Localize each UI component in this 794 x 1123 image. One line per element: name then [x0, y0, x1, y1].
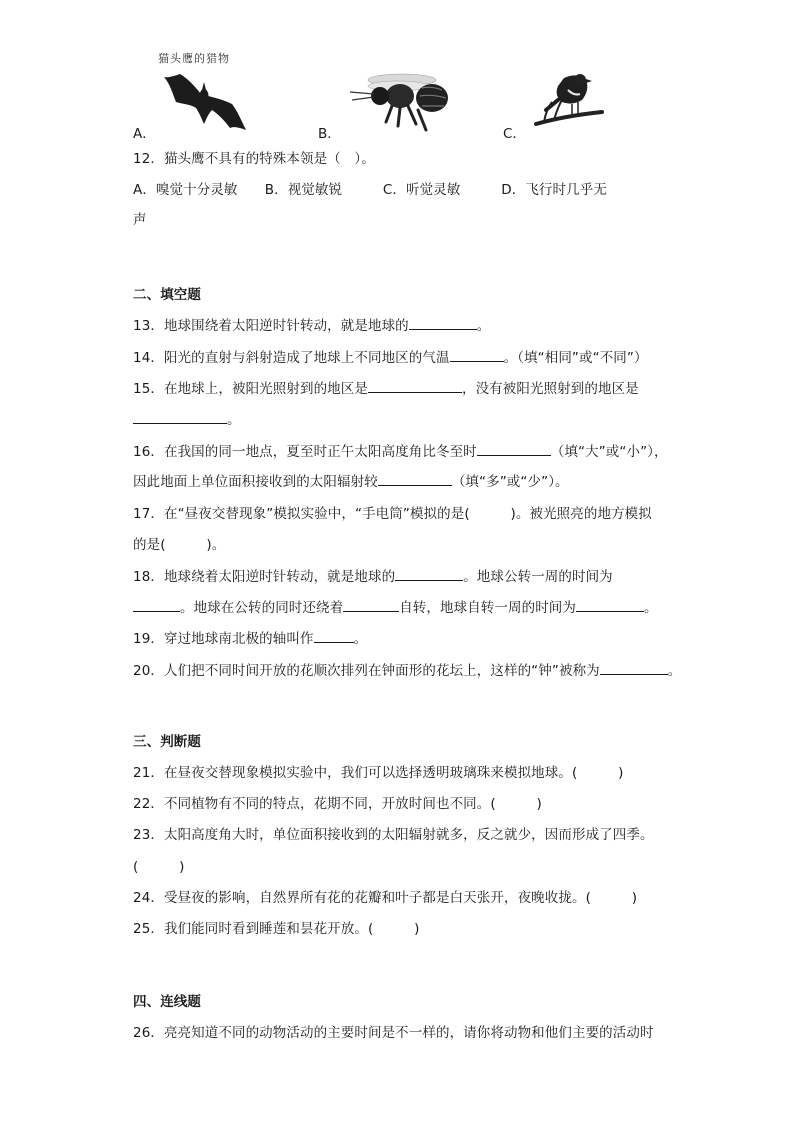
q23: 23．太阳高度角大时，单位面积接收到的太阳辐射就多，反之就少，因而形成了四季。: [133, 827, 654, 843]
q18: [133, 566, 613, 587]
q26: 26．亮亮知道不同的动物活动的主要时间是不一样的，请你将动物和他们主要的活动时: [133, 1025, 654, 1041]
q17: 17．在“昼夜交替现象”模拟实验中，“手电筒”模拟的是( )。被光照亮的地方模拟: [133, 506, 652, 522]
q15-end: 。: [227, 412, 241, 428]
q11-option-c-label: C．: [503, 126, 526, 142]
q11-option-b-label: B．: [318, 126, 341, 142]
q12-options: A．嗅觉十分灵敏 B．视觉敏锐 C．听觉灵敏 D．飞行时几乎无: [133, 182, 607, 198]
q16-blank-2[interactable]: [378, 471, 452, 486]
bird-icon: [534, 66, 604, 130]
q14-end: 。（填“相同”或“不同”）: [503, 350, 648, 366]
q11-option-a-label: A．: [133, 126, 156, 142]
q23-wrap: ( ): [133, 859, 185, 875]
section-4-title: 四、连线题: [133, 994, 201, 1010]
q24: 24．受昼夜的影响，自然界所有花的花瓣和叶子都是白天张开，夜晚收拢。( ): [133, 890, 638, 906]
q14-blank[interactable]: [450, 347, 504, 362]
q19-text: 19．穿过地球南北极的轴叫作: [133, 631, 314, 647]
q19-blank[interactable]: [314, 628, 354, 643]
q18-end: 。: [644, 600, 658, 616]
q20-text: 20．人们把不同时间开放的花顺次排列在钟面形的花坛上，这样的“钟”被称为: [133, 663, 600, 679]
q13-end: 。: [476, 318, 491, 334]
q13: [133, 315, 490, 336]
q21: 21．在昼夜交替现象模拟实验中，我们可以选择透明玻璃珠来模拟地球。( ): [133, 765, 624, 781]
bat-icon: [160, 68, 248, 134]
q19: [133, 628, 367, 649]
q15-text: 15．在地球上，被阳光照射到的地区是: [133, 381, 368, 397]
q13-text: 13．地球围绕着太阳逆时针转动，就是地球的: [133, 318, 409, 334]
q15-wrap: [133, 409, 241, 430]
q12-options-wrap: 声: [133, 212, 147, 228]
q16-text-2: 因此地面上单位面积接收到的太阳辐射较: [133, 474, 378, 490]
q19-end: 。: [353, 631, 368, 647]
q16-text: 16．在我国的同一地点，夏至时正午太阳高度角比冬至时: [133, 444, 477, 460]
q15-blank-1[interactable]: [368, 378, 462, 393]
q17-wrap: 的是( )。: [133, 537, 226, 553]
q20-blank[interactable]: [600, 660, 668, 675]
q20-end: 。: [667, 663, 682, 679]
section-3-title: 三、判断题: [133, 734, 201, 750]
q18-text: 18．地球绕着太阳逆时针转动，就是地球的: [133, 569, 396, 585]
q18-blank-3[interactable]: [343, 597, 399, 612]
q15-mid: ，没有被阳光照射到的地区是: [461, 381, 639, 397]
q18-text-3: 自转，地球自转一周的时间为: [399, 600, 577, 616]
section-2-title: 二、填空题: [133, 287, 201, 303]
q18-blank-1[interactable]: [395, 566, 463, 581]
q13-blank[interactable]: [409, 315, 477, 330]
q14: [133, 347, 648, 368]
cut-off-text: 猫头鹰的猎物: [158, 52, 230, 65]
q16-end: （填“多”或“少”）。: [451, 474, 569, 490]
q18-blank-2[interactable]: [133, 597, 180, 612]
q12-stem: 12．猫头鹰不具有的特殊本领是（ ）。: [133, 151, 375, 167]
q15: [133, 378, 639, 399]
q18-text-2: 。地球在公转的同时还绕着: [180, 600, 344, 616]
q18-wrap: [133, 597, 658, 618]
q16-wrap: [133, 471, 569, 492]
q14-text: 14．阳光的直射与斜射造成了地球上不同地区的气温: [133, 350, 450, 366]
q22: 22．不同植物有不同的特点，花期不同，开放时间也不同。( ): [133, 796, 542, 812]
q20: [133, 660, 681, 681]
q16-blank-1[interactable]: [477, 441, 551, 456]
q18-mid: 。地球公转一周的时间为: [463, 569, 613, 585]
q15-blank-2[interactable]: [133, 409, 227, 424]
bee-icon: [346, 66, 450, 132]
q16-mid: （填“大”或“小”），: [550, 444, 668, 460]
q25: 25．我们能同时看到睡莲和昙花开放。( ): [133, 921, 420, 937]
q16: [133, 441, 668, 462]
q18-blank-4[interactable]: [576, 597, 644, 612]
